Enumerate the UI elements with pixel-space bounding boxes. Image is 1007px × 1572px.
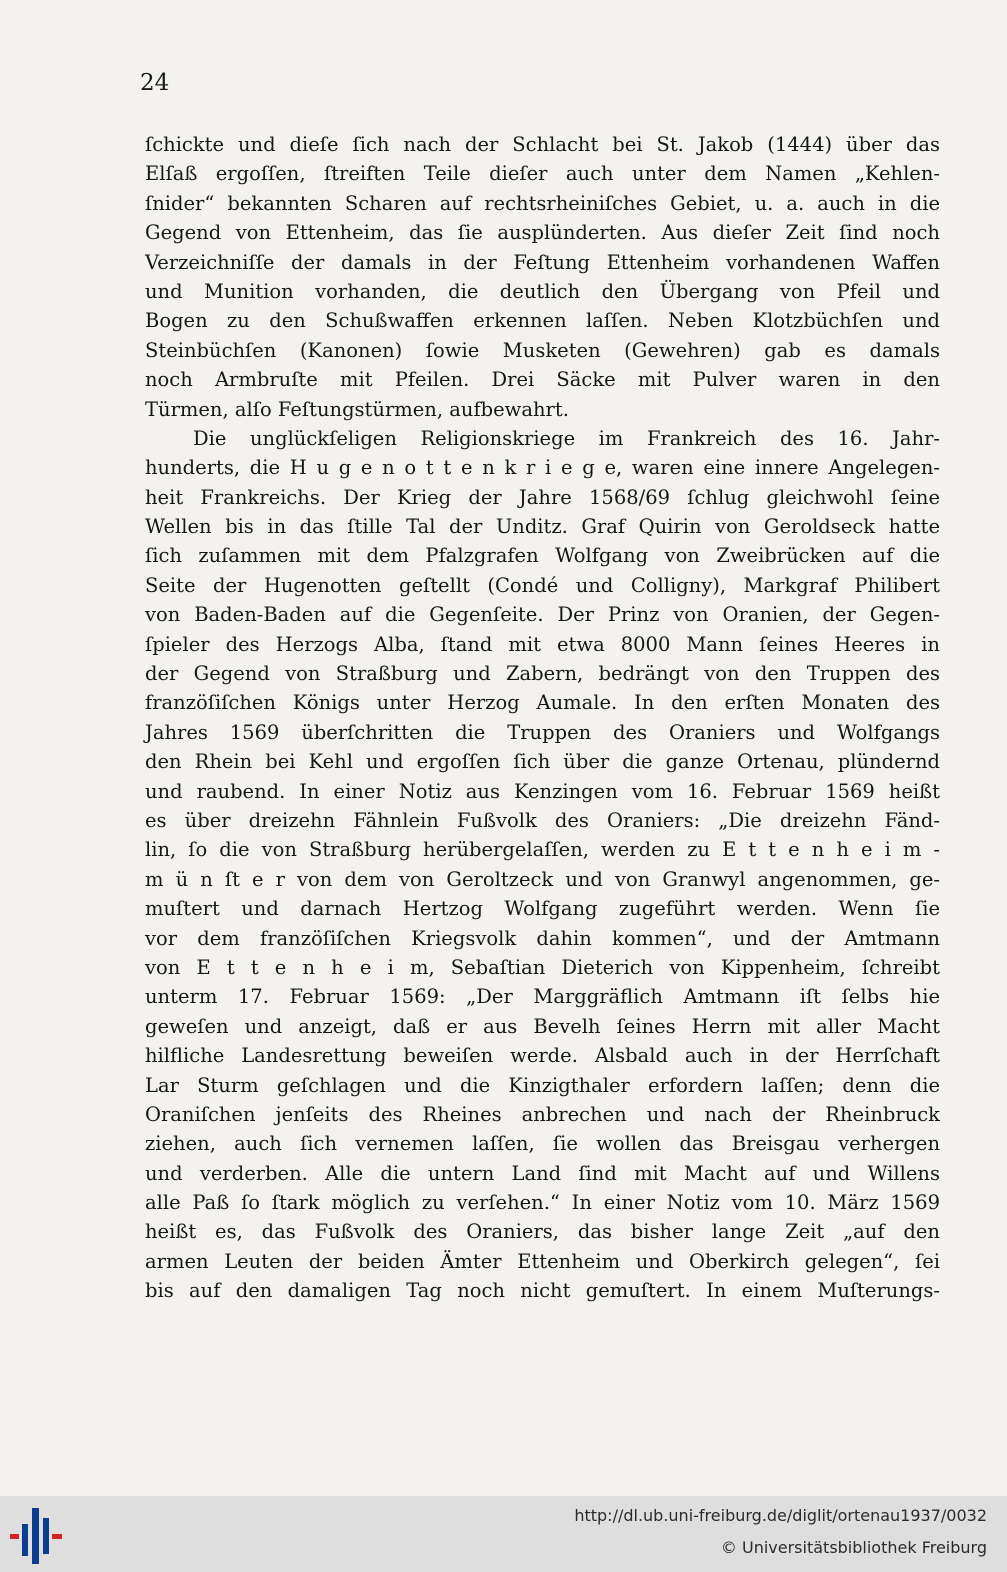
text-line: ſnider“ bekannten Scharen auf rechtsrheiniſches Gebiet, u. a. auch in die <box>145 191 940 215</box>
text-line: von E t t e n h e i m, Sebaſtian Dieterich von Kippenheim, ſchreibt <box>145 955 940 979</box>
text-line: und raubend. In einer Notiz aus Kenzingen vom 16. Februar 1569 heißt <box>145 779 940 803</box>
text-line: hilfliche Landesrettung beweiſen werde. Alsbald auch in der Herrſchaft <box>145 1044 940 1068</box>
text-line: und Munition vorhanden, die deutlich den Übergang von Pfeil und <box>145 279 940 303</box>
text-line: von Baden-Baden auf die Gegenſeite. Der Prinz von Oranien, der Gegen- <box>145 603 940 627</box>
text-line: geweſen und anzeigt, daß er aus Bevelh ſeines Herrn mit aller Macht <box>145 1014 940 1038</box>
text-line: heißt es, das Fußvolk des Oraniers, das bisher lange Zeit „auf den <box>145 1220 940 1244</box>
text-line: lin, ſo die von Straßburg herübergelaſſen, werden zu E t t e n h e i m - <box>145 838 940 862</box>
text-line: Bogen zu den Schußwaffen erkennen laſſen. Neben Klotzbüchſen und <box>145 309 940 333</box>
text-line: vor dem franzöſiſchen Kriegsvolk dahin kommen“, und der Amtmann <box>145 926 940 950</box>
text-line: Elſaß ergoſſen, ſtreiften Teile dieſer auch unter dem Namen „Kehlen- <box>145 162 940 186</box>
text-line: ziehen, auch ſich vernemen laſſen, ſie wollen das Breisgau verhergen <box>145 1132 940 1156</box>
text-line: noch Armbruſte mit Pfeilen. Drei Säcke mit Pulver waren in den <box>145 368 940 392</box>
text-line: hunderts, die H u g e n o t t e n k r i e g e, waren eine innere Angelegen- <box>145 456 940 480</box>
text-line: alle Paß ſo ſtark möglich zu verſehen.“ In einer Notiz vom 10. März 1569 <box>145 1191 940 1215</box>
text-line: armen Leuten der beiden Ämter Ettenheim und Oberkirch gelegen“, ſei <box>145 1249 940 1273</box>
text-line: heit Frankreichs. Der Krieg der Jahre 1568/69 ſchlug gleichwohl ſeine <box>145 485 940 509</box>
copyright-notice: © Universitätsbibliothek Freiburg <box>720 1538 987 1557</box>
text-line-paragraph-start: Die unglückſeligen Religionskriege im Frankreich des 16. Jahr- <box>193 426 940 450</box>
text-line: Wellen bis in das ſtille Tal der Unditz. Graf Quirin von Geroldseck hatte <box>145 515 940 539</box>
text-line: den Rhein bei Kehl und ergoſſen ſich über die ganze Ortenau, plündernd <box>145 750 940 774</box>
body-text <box>145 130 940 1306</box>
text-line: Oraniſchen jenſeits des Rheines anbrechen und nach der Rheinbruck <box>145 1102 940 1126</box>
text-line: ſchickte und dieſe ſich nach der Schlacht bei St. Jakob (1444) über das <box>145 133 940 156</box>
text-line: m ü n ſt e r von dem von Geroltzeck und von Granwyl angenommen, ge- <box>145 867 940 891</box>
source-link[interactable]: http://dl.ub.uni-freiburg.de/diglit/ortenau1937/0032 <box>574 1506 987 1525</box>
text-line: es über dreizehn Fähnlein Fußvolk des Oraniers: „Die dreizehn Fänd- <box>145 808 940 832</box>
text-line: Steinbüchſen (Kanonen) ſowie Musketen (Gewehren) gab es damals <box>145 338 940 362</box>
text-line: bis auf den damaligen Tag noch nicht gemuſtert. In einem Muſterungs- <box>145 1279 940 1303</box>
text-line: franzöſiſchen Königs unter Herzog Aumale. In den erſten Monaten des <box>145 691 940 715</box>
text-line: Gegend von Ettenheim, das ſie ausplünderten. Aus dieſer Zeit ſind noch <box>145 221 940 245</box>
page-number: 24 <box>140 70 170 96</box>
text-line: muſtert und darnach Hertzog Wolfgang zugeführt werden. Wenn ſie <box>145 897 940 921</box>
text-line: ſpieler des Herzogs Alba, ſtand mit etwa 8000 Mann ſeines Heeres in <box>145 632 940 656</box>
text-line: Jahres 1569 überſchritten die Truppen des Oraniers und Wolfgangs <box>145 720 940 744</box>
text-line: Lar Sturm geſchlagen und die Kinzigthaler erfordern laſſen; denn die <box>145 1073 940 1097</box>
ub-freiburg-logo-icon[interactable] <box>10 1508 62 1564</box>
text-line: Türmen, alſo Feſtungstürmen, aufbewahrt. <box>145 397 569 421</box>
text-line: der Gegend von Straßburg und Zabern, bedrängt von den Truppen des <box>145 662 940 686</box>
text-line: Verzeichniſſe der damals in der Feſtung Ettenheim vorhandenen Waffen <box>145 250 940 274</box>
text-line: Seite der Hugenotten geſtellt (Condé und Colligny), Markgraf Philibert <box>145 573 940 597</box>
footer-bar <box>0 1496 1007 1572</box>
text-line: und verderben. Alle die untern Land ſind mit Macht auf und Willens <box>145 1161 940 1185</box>
text-line: ſich zuſammen mit dem Pfalzgrafen Wolfgang von Zweibrücken auf die <box>145 544 940 568</box>
text-line: unterm 17. Februar 1569: „Der Marggräflich Amtmann iſt ſelbs hie <box>145 985 940 1009</box>
